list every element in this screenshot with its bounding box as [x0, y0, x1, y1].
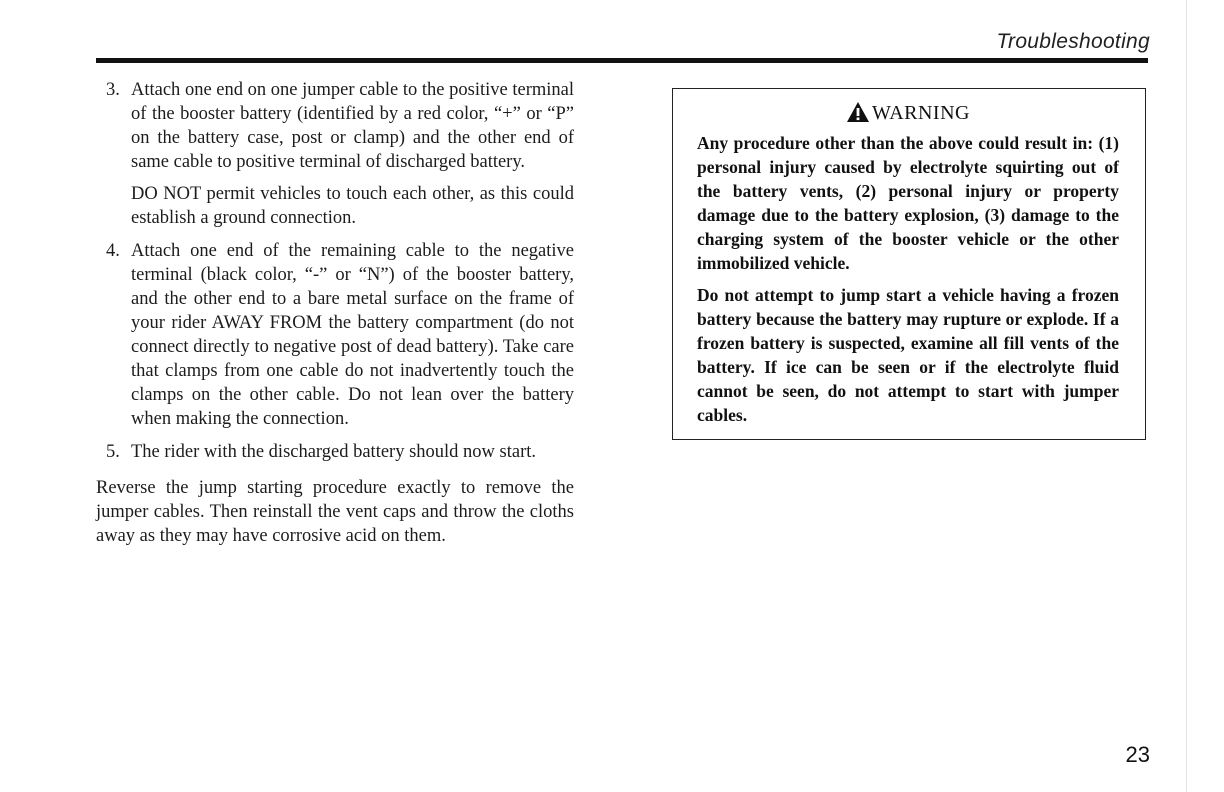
- closing-paragraph: Reverse the jump starting procedure exactly to remove the jumper cables. Then reinstall the vent caps and throw the cloths away as they may have corrosive acid on them.: [96, 478, 574, 546]
- step-text: Attach one end on one jumper cable to the positive terminal of the booster battery (identified by a red color, “+” or “P” on the battery case, post or clamp) and the other end of same cable to positive terminal of discharged battery.: [131, 80, 574, 172]
- step-text: Attach one end of the remaining cable to the negative terminal (black color, “-” or “N”) of the booster battery, and the other end to a bare metal surface on the frame of your rider AWAY FROM the battery compartment (do not connect directly to negative post of dead battery). Take care that clamps from one cable do not inadvertently touch the clamps on the other cable. Do not lean over the battery when making the connection.: [131, 241, 574, 429]
- step-5: [96, 440, 574, 464]
- page-number: 23: [1125, 742, 1150, 767]
- step-text: The rider with the discharged battery should now start.: [131, 442, 537, 462]
- step-4: [96, 239, 574, 431]
- warning-heading-text: WARNING: [872, 102, 970, 124]
- warning-paragraph: Any procedure other than the above could result in: (1) personal injury caused by electrolyte squirting out of the battery vents, (2) personal injury or property damage due to the battery explosion, (3) damage to the charging system of the booster vehicle or the other immobilized vehicle.: [697, 133, 1119, 273]
- step-note: DO NOT permit vehicles to touch each other, as this could establish a ground connection.: [131, 184, 574, 228]
- step-number: 4.: [106, 241, 120, 261]
- step-3: [96, 78, 574, 230]
- warning-box: [672, 88, 1146, 440]
- warning-triangle-icon: [846, 101, 870, 123]
- step-number: 5.: [106, 442, 120, 462]
- warning-paragraph: Do not attempt to jump start a vehicle having a frozen battery because the battery may rupture or explode. If a frozen battery is suspected, examine all fill vents of the battery. If ice can be seen or if the electrolyte fluid cannot be seen, do not attempt to start with jumper cables.: [697, 285, 1119, 425]
- page-header-title: Troubleshooting: [996, 30, 1150, 53]
- warning-heading: [697, 101, 1119, 125]
- page-edge: [1186, 0, 1187, 792]
- step-number: 3.: [106, 80, 120, 100]
- instructions-column: [96, 78, 574, 548]
- header-rule: [96, 58, 1148, 63]
